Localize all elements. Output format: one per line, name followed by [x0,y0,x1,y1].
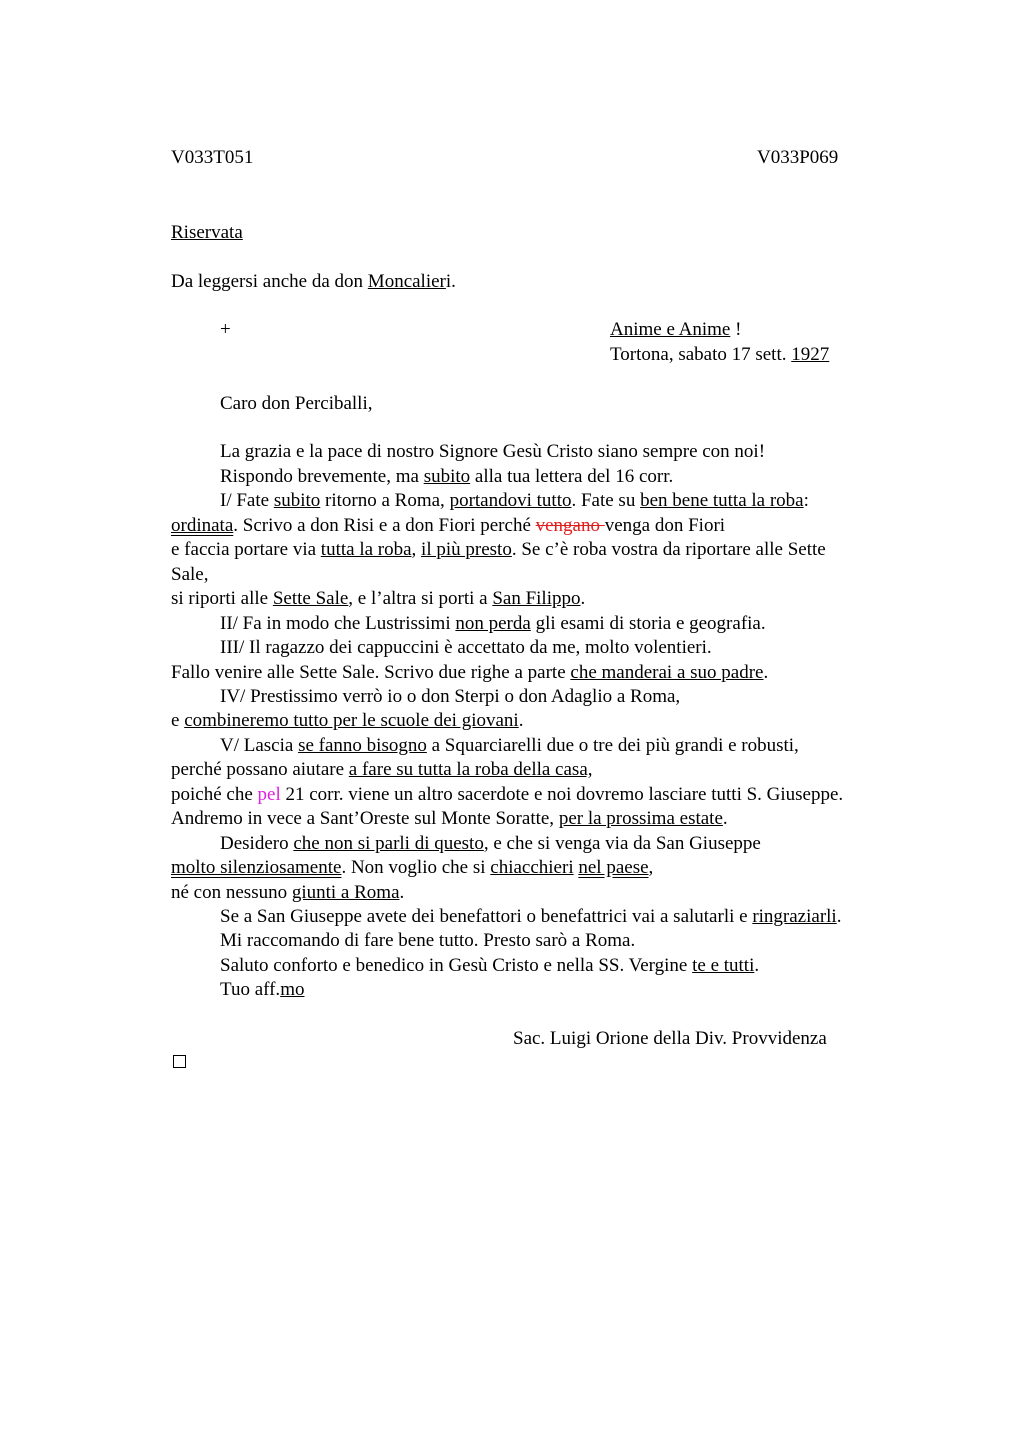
body-line: Fallo venire alle Sette Sale. Scrivo due righe a parte che manderai a suo padre. [171,662,769,683]
body-line: Desidero che non si parli di questo, e che si venga via da San Giuseppe [220,833,761,854]
struck-word: vengano [535,515,605,536]
body-line: Se a San Giuseppe avete dei benefattori o benefattrici vai a salutarli e ringraziarli. [220,906,842,927]
body-line: poiché che pel 21 corr. viene un altro sacerdote e noi dovremo lasciare tutti S. Giuseppe. [171,784,844,805]
body-line: Saluto conforto e benedico in Gesù Cristo e nella SS. Vergine te e tutti. [220,955,760,976]
doc-code-right: V033P069 [757,147,839,168]
body-line: Andremo in vece a Sant’Oreste sul Monte Soratte, per la prossima estate. [171,808,728,829]
body-line: molto silenziosamente. Non voglio che si chiacchieri nel paese, [171,857,654,878]
closing-line: Tuo aff.mo [220,979,305,1000]
body-line: Mi raccomando di fare bene tutto. Presto sarò a Roma. [220,930,636,951]
body-line: V/ Lascia se fanno bisogno a Squarciarelli due o tre dei più grandi e robusti, [220,735,799,756]
motto: Anime e Anime ! [610,319,742,340]
cross-mark: + [220,319,231,340]
reserved-label: Riservata [171,222,243,243]
body-line: ordinata. Scrivo a don Risi e a don Fiori perché vengano venga don Fiori [171,515,726,536]
body-line: Rispondo brevemente, ma subito alla tua lettera del 16 corr. [220,466,674,487]
body-line: si riporti alle Sette Sale, e l’altra si porti a San Filippo. [171,588,586,609]
body-line: e faccia portare via tutta la roba, il più presto. Se c’è roba vostra da riportare alle Sette [171,539,826,560]
body-line: III/ Il ragazzo dei cappuccini è accettato da me, molto volentieri. [220,637,712,658]
end-marker-box [173,1055,186,1068]
read-also-line: Da leggersi anche da don Moncalieri. [171,271,456,292]
place-date: Tortona, sabato 17 sett. 1927 [610,344,830,365]
body-line: I/ Fate subito ritorno a Roma, portandovi tutto. Fate su ben bene tutta la roba: [220,490,809,511]
body-line: La grazia e la pace di nostro Signore Gesù Cristo siano sempre con noi! [220,441,766,462]
salutation: Caro don Perciballi, [220,393,373,414]
moncalieri-name: Moncalier [367,271,446,292]
signature: Sac. Luigi Orione della Div. Provvidenza [513,1028,827,1049]
body-line: né con nessuno giunti a Roma. [171,882,405,903]
body-line: Sale, [171,564,209,585]
body-line: II/ Fa in modo che Lustrissimi non perda gli esami di storia e geografia. [220,613,766,634]
year: 1927 [791,344,830,365]
highlighted-word: pel [257,784,281,805]
body-line: e combineremo tutto per le scuole dei giovani. [171,710,524,731]
body-line: IV/ Prestissimo verrò io o don Sterpi o don Adaglio a Roma, [220,686,681,707]
doc-code-left: V033T051 [171,147,254,168]
body-line: perché possano aiutare a fare su tutta la roba della casa, [171,759,593,780]
